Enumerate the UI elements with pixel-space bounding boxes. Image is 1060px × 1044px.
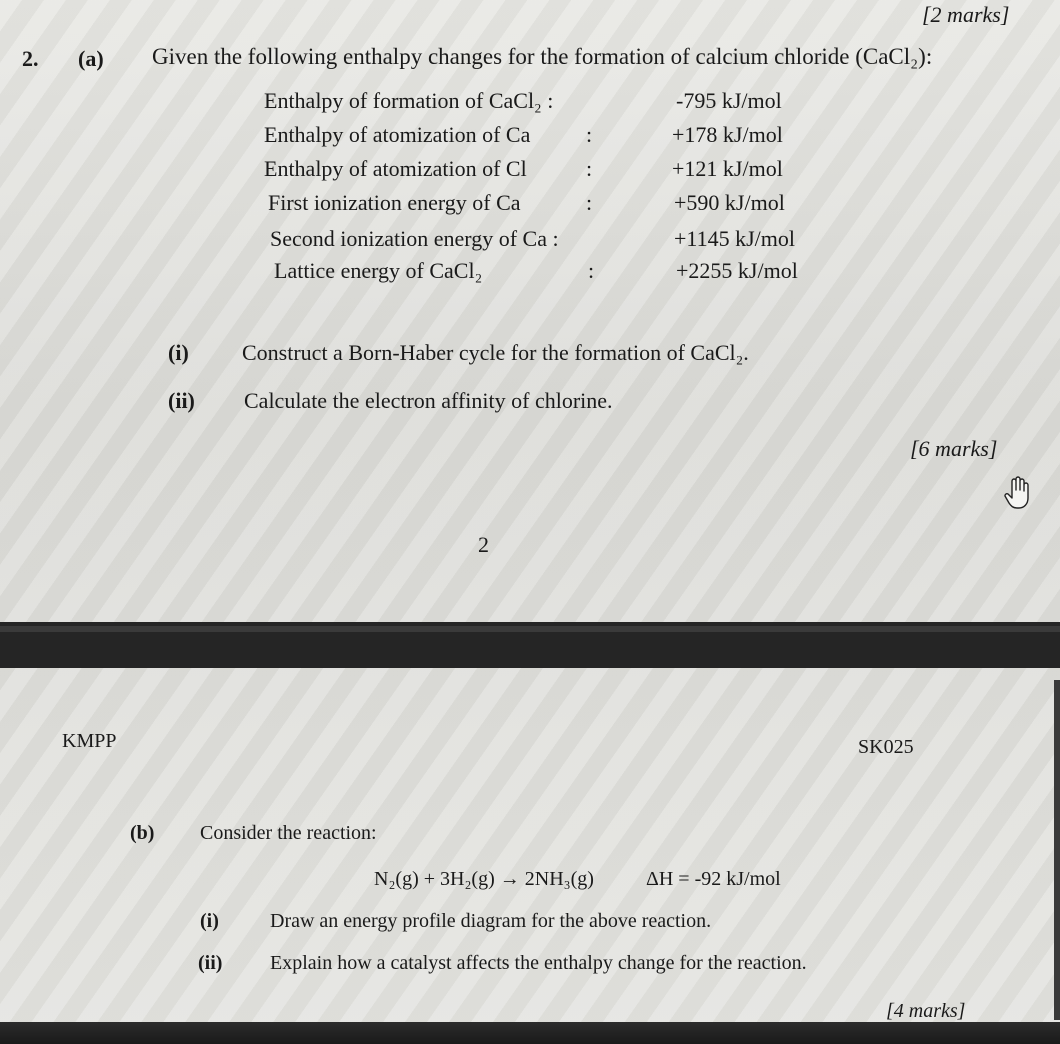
bottom-shadow xyxy=(0,1022,1060,1044)
question-number: 2. xyxy=(22,46,39,71)
part-a-marks: [6 marks] xyxy=(910,436,998,461)
data-row-value: -795 kJ/mol xyxy=(676,88,782,113)
data-row-name: Enthalpy of formation of CaCl₂ : xyxy=(264,88,554,113)
part-a-label: (a) xyxy=(78,46,104,71)
page-number: 2 xyxy=(478,532,489,557)
part-b-label: (b) xyxy=(130,822,155,844)
part-a-sub-ii-label: (ii) xyxy=(168,388,195,413)
reaction-delta-h: ΔH = -92 kJ/mol xyxy=(646,868,781,890)
part-a-sub-ii-text: Calculate the electron affinity of chlorine. xyxy=(244,388,613,413)
top-marks: [2 marks] xyxy=(922,2,1010,27)
part-b-sub-i-label: (i) xyxy=(200,910,219,932)
data-row-colon: : xyxy=(586,122,593,147)
data-row-second-ionization xyxy=(270,226,559,252)
hand-pointer-icon xyxy=(1004,476,1030,510)
data-row-atomization-ca xyxy=(264,122,530,148)
data-row-atomization-cl xyxy=(264,156,527,182)
data-row-value: +178 kJ/mol xyxy=(672,122,783,147)
data-row-name: Second ionization energy of Ca : xyxy=(270,226,559,251)
part-b-sub-ii-label: (ii) xyxy=(198,952,223,974)
part-b-intro: Consider the reaction: xyxy=(200,822,377,844)
part-b-sub-i-text: Draw an energy profile diagram for the above reaction. xyxy=(270,910,712,932)
data-row-colon: : xyxy=(586,190,593,215)
part-a-sub-i-text: Construct a Born-Haber cycle for the formation of CaCl₂. xyxy=(242,340,749,365)
part-b-sub-ii-text: Explain how a catalyst affects the enthalpy change for the reaction. xyxy=(270,952,807,974)
data-row-formation xyxy=(264,88,553,114)
data-row-name: Enthalpy of atomization of Ca xyxy=(264,122,531,147)
data-row-lattice xyxy=(274,258,482,284)
data-row-value: +2255 kJ/mol xyxy=(676,258,798,283)
data-row-name: Lattice energy of CaCl₂ xyxy=(274,258,483,283)
header-right: SK025 xyxy=(858,736,914,758)
part-a-sub-i-label: (i) xyxy=(168,340,189,365)
data-row-value: +121 kJ/mol xyxy=(672,156,783,181)
part-a-intro: Given the following enthalpy changes for the formation of calcium chloride (CaCl₂): xyxy=(152,44,933,69)
data-row-value: +590 kJ/mol xyxy=(674,190,785,215)
header-left: KMPP xyxy=(62,730,117,752)
data-row-colon: : xyxy=(588,258,595,283)
page-separator-line xyxy=(0,626,1060,632)
data-row-name: First ionization energy of Ca xyxy=(268,190,521,215)
part-b-marks: [4 marks] xyxy=(886,1000,966,1022)
data-row-name: Enthalpy of atomization of Cl xyxy=(264,156,527,181)
data-row-colon: : xyxy=(586,156,593,181)
reaction-equation: N₂(g) + 3H₂(g) → 2NH₃(g) xyxy=(374,868,594,890)
data-row-value: +1145 kJ/mol xyxy=(674,226,795,251)
right-shadow xyxy=(1054,680,1060,1020)
data-row-first-ionization xyxy=(268,190,521,216)
